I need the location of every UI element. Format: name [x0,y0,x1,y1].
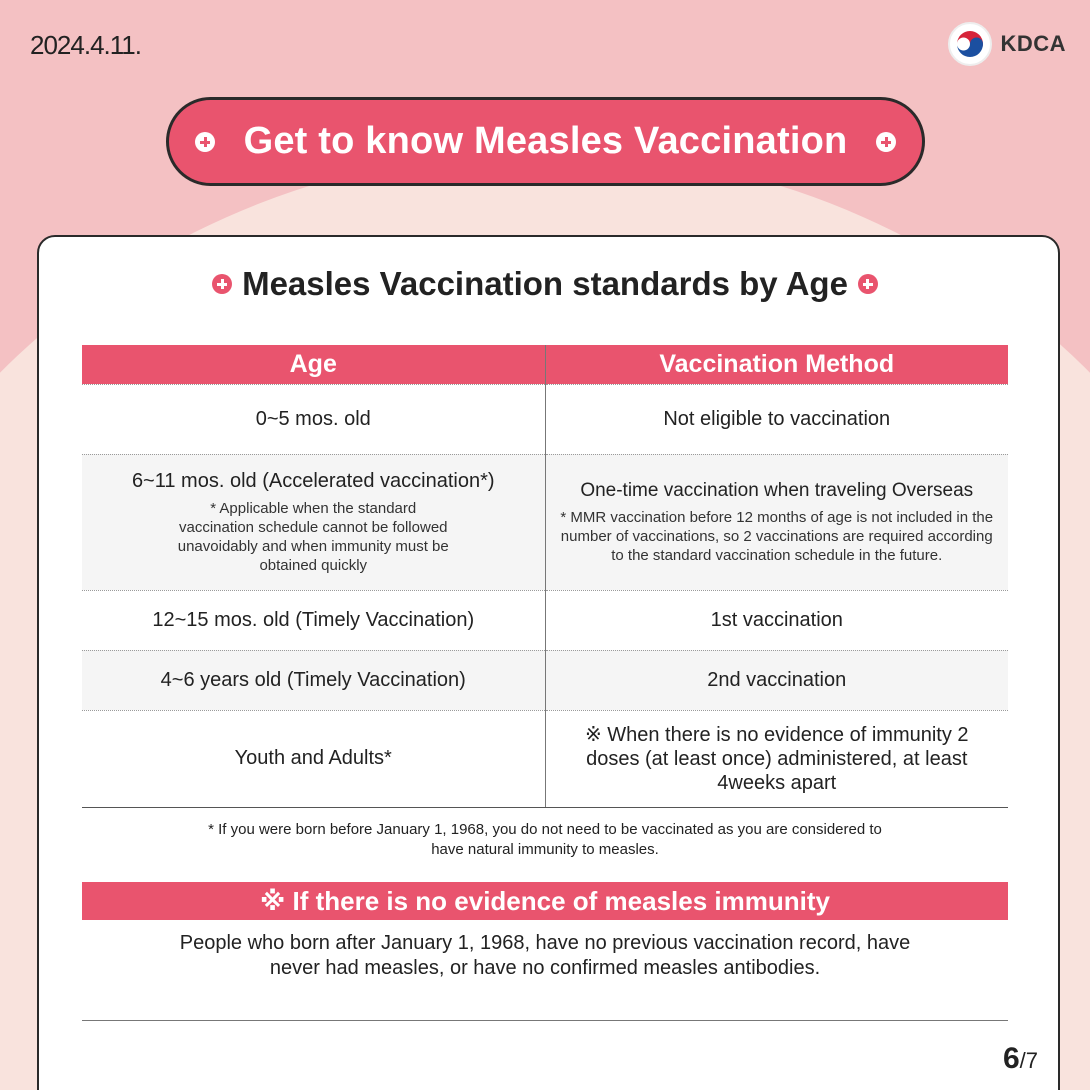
table-row [82,454,1008,590]
title-banner [166,97,925,186]
korea-taegeuk-icon [948,22,992,66]
divider [82,1020,1008,1021]
vaccination-table [82,345,1008,808]
method-cell [545,454,1008,590]
table-row [82,590,1008,650]
table-row [82,384,1008,454]
date: 2024.4.11. [30,30,141,60]
method-cell: 1st vaccination [545,590,1008,650]
method-cell: ※ When there is no evidence of immunity 2 doses (at least once) administered, at least 4weeks apart [545,710,1008,807]
age-cell: 0~5 mos. old [82,384,545,454]
column-header-method: Vaccination Method [545,345,1008,384]
table-row [82,710,1008,807]
age-cell: Youth and Adults* [82,710,545,807]
column-header-age: Age [82,345,545,384]
plus-icon [195,132,215,157]
section-heading [0,265,1090,303]
age-cell [82,454,545,590]
page-indicator [1003,1042,1038,1076]
page-total: /7 [1019,1048,1038,1073]
age-cell: 12~15 mos. old (Timely Vaccination) [82,590,545,650]
plus-icon [858,274,878,294]
immunity-heading: ※ If there is no evidence of measles immunity [82,882,1008,920]
section-title: Measles Vaccination standards by Age [242,265,848,302]
age-cell: 4~6 years old (Timely Vaccination) [82,650,545,710]
logo-text: KDCA [1000,31,1066,56]
footnote: * If you were born before January 1, 1968, you do not need to be vaccinated as you are considered to have natural immunity to measles. [208,821,882,858]
table-row [82,650,1008,710]
method-cell: 2nd vaccination [545,650,1008,710]
table-header-row [82,345,1008,384]
age-label: 6~11 mos. old (Accelerated vaccination*) [131,469,495,492]
plus-icon [876,132,896,157]
page-current: 6 [1002,1042,1020,1075]
plus-icon [212,274,232,294]
method-cell: Not eligible to vaccination [545,384,1008,454]
method-label: One-time vaccination when traveling Overseas [580,479,974,501]
page-title: Get to know Measles Vaccination [243,120,848,162]
kdca-logo [948,22,1066,66]
method-note: * MMR vaccination before 12 months of age is not included in the number of vaccinations, so 2 vaccinations are required according to the standard vaccination schedule in the future. [560,508,994,564]
age-note: * Applicable when the standard vaccination schedule cannot be followed unavoidably and when immunity must be obtained quickly [177,499,449,574]
immunity-description: People who born after January 1, 1968, have no previous vaccination record, have never had measles, or have no confirmed measles antibodies. [179,932,911,979]
